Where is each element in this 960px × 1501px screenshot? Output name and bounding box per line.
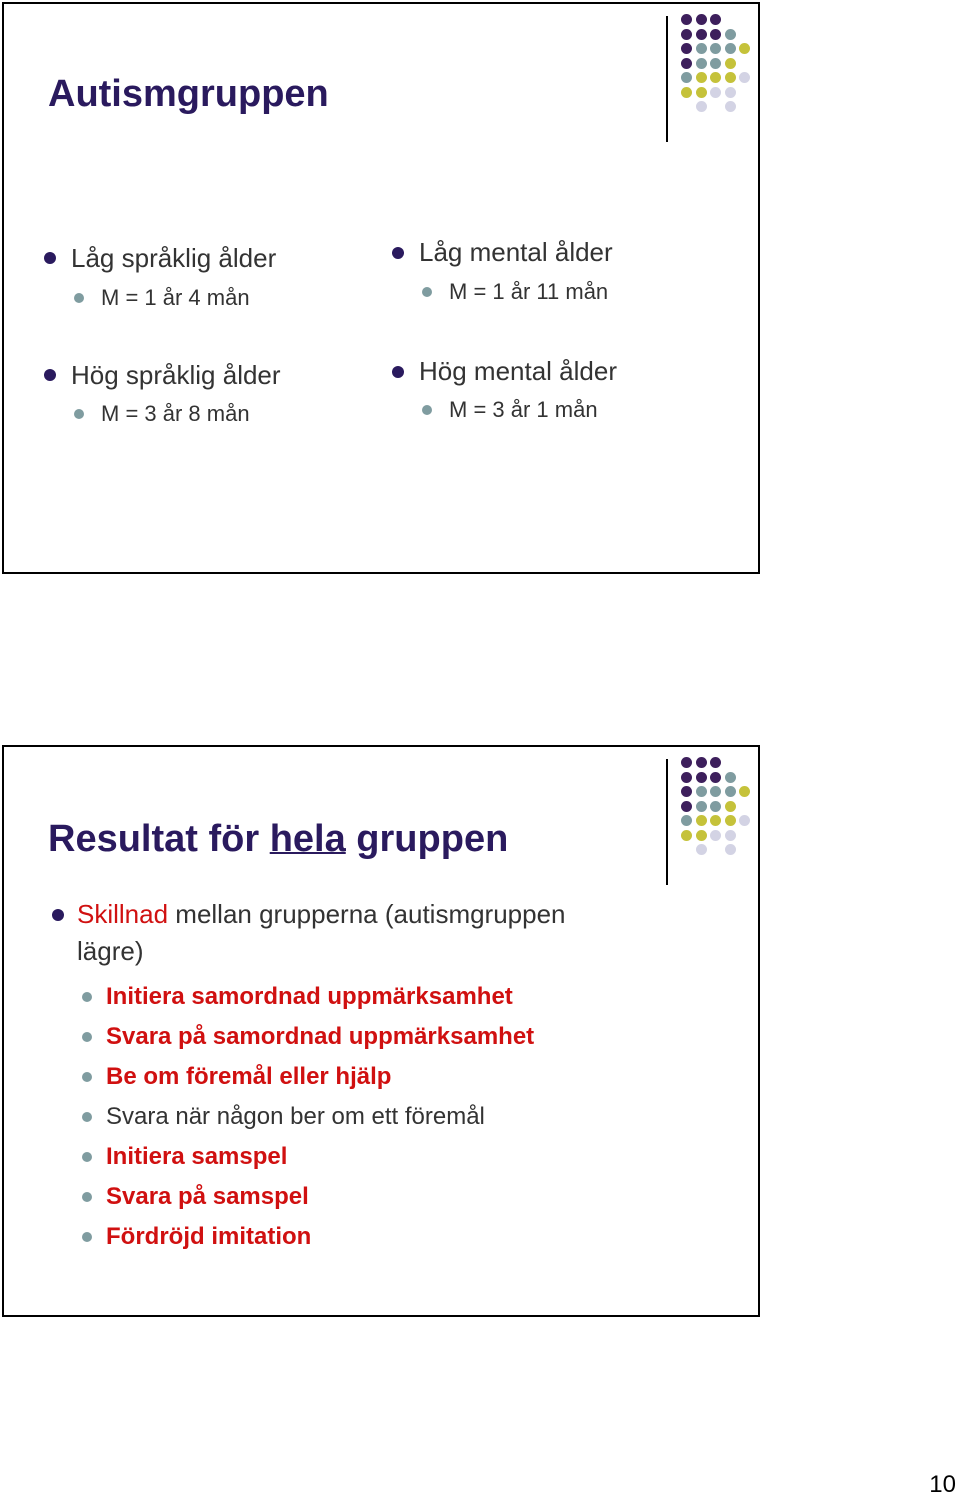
slide-autismgruppen xyxy=(2,2,760,574)
mental-age-high-value: M = 3 år 1 mån xyxy=(449,397,598,422)
decorative-dot xyxy=(696,43,707,54)
result-item: Initiera samspel xyxy=(106,1143,288,1170)
decorative-dot xyxy=(725,29,736,40)
decorative-dot xyxy=(725,786,736,797)
language-age-high-value: M = 3 år 8 mån xyxy=(101,401,250,426)
decorative-dot xyxy=(696,801,707,812)
sub-bullet-icon xyxy=(82,1032,92,1042)
decorative-dot xyxy=(725,87,736,98)
decorative-dot xyxy=(681,786,692,797)
mental-age-high-label: Hög mental ålder xyxy=(419,356,617,386)
decorative-dot xyxy=(710,772,721,783)
bullet-icon xyxy=(392,366,404,378)
page-number: 10 xyxy=(929,1471,956,1498)
main-bullet-line1 xyxy=(77,898,566,930)
decorative-dot xyxy=(696,87,707,98)
sub-bullet-icon xyxy=(74,409,84,419)
decorative-dot xyxy=(710,815,721,826)
decorative-dot xyxy=(725,815,736,826)
language-age-low-label: Låg språklig ålder xyxy=(71,243,277,273)
decorative-dot xyxy=(725,58,736,69)
decorative-dot xyxy=(710,14,721,25)
decorative-dot xyxy=(681,72,692,83)
decorative-dot xyxy=(696,830,707,841)
decorative-dot xyxy=(681,801,692,812)
sub-bullet-icon xyxy=(82,1112,92,1122)
decorative-dot xyxy=(696,786,707,797)
highlight-word: Skillnad xyxy=(77,899,169,929)
sub-bullet-icon xyxy=(82,1192,92,1202)
decorative-dot xyxy=(681,58,692,69)
decorative-dot xyxy=(725,43,736,54)
decorative-dot xyxy=(710,830,721,841)
slide-title xyxy=(48,817,508,861)
decorative-dot xyxy=(696,29,707,40)
sub-bullet-icon xyxy=(74,293,84,303)
decorative-dot xyxy=(725,101,736,112)
sub-bullet-icon xyxy=(82,992,92,1002)
decorative-dot xyxy=(696,101,707,112)
sub-bullet-icon xyxy=(82,1232,92,1242)
main-bullet-line2: lägre) xyxy=(77,936,144,966)
decorative-dot xyxy=(681,772,692,783)
bullet-icon xyxy=(52,909,64,921)
title-part: gruppen xyxy=(345,818,509,860)
sub-bullet-icon xyxy=(422,405,432,415)
decorative-dot xyxy=(681,43,692,54)
decorative-dot xyxy=(725,844,736,855)
decorative-dot xyxy=(710,72,721,83)
title-underlined-word: hela xyxy=(269,818,346,860)
sub-bullet-icon xyxy=(82,1072,92,1082)
decorative-dot xyxy=(725,801,736,812)
decorative-dot xyxy=(696,815,707,826)
result-item: Initiera samordnad uppmärksamhet xyxy=(106,983,513,1010)
result-item: Fördröjd imitation xyxy=(106,1223,312,1250)
title-part: Resultat för xyxy=(48,818,270,860)
decorative-dot xyxy=(696,72,707,83)
decorative-dot xyxy=(696,58,707,69)
result-item: Be om föremål eller hjälp xyxy=(106,1063,392,1090)
decorative-dot xyxy=(681,29,692,40)
sub-bullet-icon xyxy=(82,1152,92,1162)
decorative-vertical-line xyxy=(666,16,668,142)
decorative-dot xyxy=(681,830,692,841)
slide-title: Autismgruppen xyxy=(48,73,329,115)
decorative-dot xyxy=(696,757,707,768)
decorative-dot xyxy=(739,815,750,826)
decorative-dot xyxy=(739,43,750,54)
decorative-dot xyxy=(739,786,750,797)
decorative-dot xyxy=(725,72,736,83)
bullet-icon xyxy=(44,369,56,381)
language-age-high-label: Hög språklig ålder xyxy=(71,360,281,390)
decorative-dot xyxy=(710,43,721,54)
decorative-dot xyxy=(725,772,736,783)
decorative-dot xyxy=(710,29,721,40)
decorative-dot xyxy=(710,87,721,98)
result-item: Svara på samordnad uppmärksamhet xyxy=(106,1023,535,1050)
mental-age-low-value: M = 1 år 11 mån xyxy=(449,279,609,304)
decorative-dot xyxy=(681,14,692,25)
decorative-vertical-line xyxy=(666,759,668,885)
decorative-dot xyxy=(696,14,707,25)
decorative-dot xyxy=(681,757,692,768)
decorative-dot xyxy=(739,72,750,83)
sub-bullet-icon xyxy=(422,287,432,297)
bullet-icon xyxy=(44,252,56,264)
decorative-dot xyxy=(725,830,736,841)
bullet-icon xyxy=(392,247,404,259)
decorative-dot xyxy=(710,801,721,812)
main-bullet-rest: mellan grupperna (autismgruppen xyxy=(168,899,566,929)
decorative-dot xyxy=(681,87,692,98)
decorative-dot xyxy=(710,757,721,768)
decorative-dot xyxy=(696,772,707,783)
result-item: Svara när någon ber om ett föremål xyxy=(106,1103,485,1130)
decorative-dot xyxy=(681,815,692,826)
slide-resultat xyxy=(2,745,760,1317)
decorative-dot xyxy=(696,844,707,855)
decorative-dot xyxy=(710,786,721,797)
mental-age-low-label: Låg mental ålder xyxy=(419,237,613,267)
language-age-low-value: M = 1 år 4 mån xyxy=(101,285,250,310)
result-item: Svara på samspel xyxy=(106,1183,309,1210)
decorative-dot xyxy=(710,58,721,69)
